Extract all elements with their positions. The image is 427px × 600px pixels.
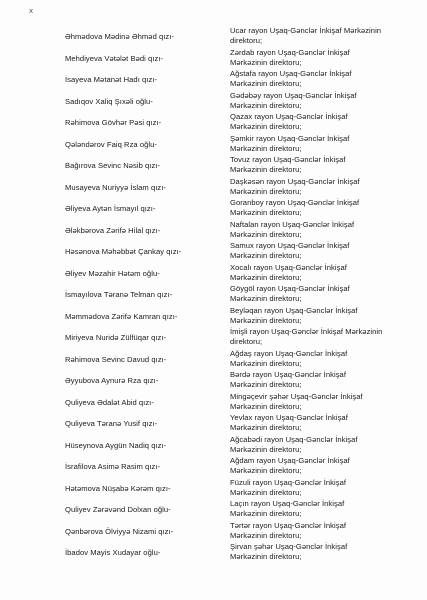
position-line: Naftalan rayon Uşaq-Gənclər İnkişaf xyxy=(230,219,355,229)
position-line: Mərkəzinin direktoru; xyxy=(230,186,302,196)
position-title xyxy=(230,435,390,455)
list-item xyxy=(0,70,427,92)
position-title xyxy=(230,370,390,390)
position-line: Mərkəzinin direktoru; xyxy=(230,57,302,67)
position-title xyxy=(230,413,390,433)
position-line: Samux rayon Uşaq-Gənclər İnkişaf xyxy=(230,241,350,250)
position-title xyxy=(230,499,390,519)
position-line: Mərkəzinin direktoru; xyxy=(230,358,302,368)
position-title xyxy=(230,284,390,304)
position-title xyxy=(230,112,390,132)
position-line: Mərkəzinin direktoru; xyxy=(230,272,302,282)
position-title xyxy=(230,241,390,261)
position-line: Göygöl rayon Uşaq-Gənclər İnkişaf xyxy=(230,284,350,293)
list-item xyxy=(0,479,427,501)
position-line: direktoru; xyxy=(230,337,263,346)
position-line: Ağdaş rayon Uşaq-Gənclər İnkişaf xyxy=(230,348,348,358)
person-name: Rəhimova Sevinc Davud qızı- xyxy=(65,354,167,364)
position-title xyxy=(230,349,390,369)
position-line: Tovuz rayon Uşaq-Gənclər İnkişaf xyxy=(230,155,346,164)
position-line: Goranboy rayon Uşaq-Gənclər İnkişaf xyxy=(230,198,360,207)
person-name: Əhmədova Mədinə Əhməd qızı- xyxy=(65,32,175,41)
position-title xyxy=(230,542,390,562)
list-item xyxy=(0,307,427,329)
position-line: Mərkəzinin direktoru; xyxy=(230,251,302,260)
position-line: Mərkəzinin direktoru; xyxy=(230,294,302,303)
person-name: Qələndərov Faiq Rza oğlu- xyxy=(65,139,158,149)
position-title xyxy=(230,91,390,111)
list-item xyxy=(0,414,427,436)
person-name: Musayeva Nuriyyə İslam qızı- xyxy=(65,182,166,192)
position-line: İmişli rayon Uşaq-Gənclər İnkişaf Mərkəzinin xyxy=(230,327,383,336)
position-line: Şirvan şəhər Uşaq-Gənclər İnkişaf xyxy=(230,542,348,551)
list-item xyxy=(0,135,427,157)
position-line: Mərkəzinin direktoru; xyxy=(230,315,302,325)
list-item xyxy=(0,436,427,458)
position-line: Mərkəzinin direktoru; xyxy=(230,401,302,411)
person-name: Quliyeva Təranə Yusif qızı- xyxy=(65,419,158,428)
position-line: Ağdam rayon Uşaq-Gənclər İnkişaf xyxy=(230,456,350,465)
person-name: Quliyeva Ədalət Abid qızı- xyxy=(65,397,154,407)
position-title xyxy=(230,26,390,46)
person-name: Ələkbərova Zərifə Hilal qızı- xyxy=(65,225,161,235)
list-item xyxy=(0,113,427,135)
position-line: Qazax rayon Uşaq-Gənclər İnkişaf xyxy=(230,112,348,121)
person-name: İsmayılova Təranə Telman qızı- xyxy=(65,290,173,299)
position-title xyxy=(230,134,390,154)
list-item xyxy=(0,350,427,372)
position-line: Mərkəzinin direktoru; xyxy=(230,165,302,174)
position-line: Mərkəzinin direktoru; xyxy=(230,487,302,497)
directors-list xyxy=(0,27,427,565)
position-line: Mərkəzinin direktoru; xyxy=(230,208,302,217)
person-name: Miriyeva Nuridə Zülfüqar qızı- xyxy=(65,333,167,342)
position-line: Xocalı rayon Uşaq-Gənclər İnkişaf xyxy=(230,262,347,272)
position-line: Mərkəzinin direktoru; xyxy=(230,229,302,239)
person-name: Hüseynova Aygün Nadiq qızı- xyxy=(65,440,167,450)
list-item xyxy=(0,264,427,286)
person-name: İsrafilova Asimə Rasim qızı- xyxy=(65,462,161,471)
position-title xyxy=(230,69,390,89)
list-item xyxy=(0,522,427,544)
person-name: Məmmədova Zərifə Kamran qızı- xyxy=(65,311,178,321)
position-title xyxy=(230,198,390,218)
position-line: Ağstafa rayon Uşaq-Gənclər İnkişaf xyxy=(230,69,352,78)
position-title xyxy=(230,220,390,240)
position-line: Bərdə rayon Uşaq-Gənclər İnkişaf xyxy=(230,370,346,379)
position-line: Mərkəzinin direktoru; xyxy=(230,100,302,110)
position-line: Mingəçevir şəhər Uşaq-Gənclər İnkişaf xyxy=(230,391,363,401)
position-title xyxy=(230,48,390,68)
position-line: Ucar rayon Uşaq-Gənclər İnkişaf Mərkəzinin xyxy=(230,26,382,35)
position-line: Mərkəzinin direktoru; xyxy=(230,444,302,454)
person-name: Mehdiyeva Vətələt Bədi qızı- xyxy=(65,53,164,63)
position-line: Gədəbəy rayon Uşaq-Gənclər İnkişaf xyxy=(230,90,357,100)
position-line: Ağcabədi rayon Uşaq-Gənclər İnkişaf xyxy=(230,434,358,444)
position-title xyxy=(230,306,390,326)
person-name: Qənbərova Ölviyyə Nizami qızı- xyxy=(65,526,174,536)
list-item xyxy=(0,199,427,221)
list-item xyxy=(0,328,427,350)
person-name: Quliyev Zərəvənd Dolxan oğlu- xyxy=(65,505,171,514)
person-name: Əyyubova Aynurə Rza qızı- xyxy=(65,376,159,385)
position-line: direktoru; xyxy=(230,36,263,45)
list-item xyxy=(0,371,427,393)
position-line: Mərkəzinin direktoru; xyxy=(230,423,302,432)
list-item xyxy=(0,156,427,178)
person-name: Bağırova Sevinc Nəsib qızı- xyxy=(65,161,161,170)
position-line: Tərtər rayon Uşaq-Gənclər İnkişaf xyxy=(230,520,347,530)
position-title xyxy=(230,177,390,197)
list-item xyxy=(0,543,427,565)
position-title xyxy=(230,263,390,283)
person-name: Hətəmova Nüşabə Kərəm qızı- xyxy=(65,483,171,493)
person-name: Rəhimova Gövhər Pəsi qızı- xyxy=(65,118,162,127)
position-line: Mərkəzinin direktoru; xyxy=(230,466,302,475)
list-item xyxy=(0,221,427,243)
list-item xyxy=(0,500,427,522)
position-line: Zərdab rayon Uşaq-Gənclər İnkişaf xyxy=(230,47,350,57)
person-name: Həsənova Məhəbbət Çankay qızı- xyxy=(65,247,182,256)
position-line: Mərkəzinin direktoru; xyxy=(230,380,302,389)
list-item xyxy=(0,27,427,49)
position-line: Mərkəzinin direktoru; xyxy=(230,509,302,518)
list-item xyxy=(0,242,427,264)
position-title xyxy=(230,478,390,498)
list-item xyxy=(0,285,427,307)
position-line: Yevlax rayon Uşaq-Gənclər İnkişaf xyxy=(230,413,348,422)
position-line: Beyləqan rayon Uşaq-Gənclər İnkişaf xyxy=(230,305,358,315)
person-name: Sadıqov Xaliq Şıxəli oğlu- xyxy=(65,96,153,106)
person-name: İbadov Mayis Xudayar oğlu- xyxy=(65,548,161,557)
position-line: Mərkəzinin direktoru; xyxy=(230,143,302,153)
list-item xyxy=(0,92,427,114)
person-name: Əliyev Məzahir Hətəm oğlu- xyxy=(65,268,160,278)
list-item xyxy=(0,49,427,71)
position-title xyxy=(230,521,390,541)
position-title xyxy=(230,456,390,476)
list-item xyxy=(0,393,427,415)
position-title xyxy=(230,155,390,175)
corner-mark: x xyxy=(29,7,34,15)
position-line: Şəmkir rayon Uşaq-Gənclər İnkişaf xyxy=(230,133,350,143)
position-line: Mərkəzinin direktoru; xyxy=(230,530,302,540)
person-name: İsayeva Mətanət Hadı qızı- xyxy=(65,75,158,84)
position-line: Mərkəzinin direktoru; xyxy=(230,552,302,561)
list-item xyxy=(0,178,427,200)
position-line: Mərkəzinin direktoru; xyxy=(230,79,302,88)
position-line: Laçın rayon Uşaq-Gənclər İnkişaf xyxy=(230,499,345,508)
list-item xyxy=(0,457,427,479)
position-line: Daşkəsən rayon Uşaq-Gənclər İnkişaf xyxy=(230,176,360,186)
position-title xyxy=(230,392,390,412)
person-name: Əliyeva Aytən İsmayıl qızı- xyxy=(65,204,156,213)
position-line: Mərkəzinin direktoru; xyxy=(230,122,302,131)
position-line: Füzuli rayon Uşaq-Gənclər İnkişaf xyxy=(230,477,347,487)
position-title xyxy=(230,327,390,347)
